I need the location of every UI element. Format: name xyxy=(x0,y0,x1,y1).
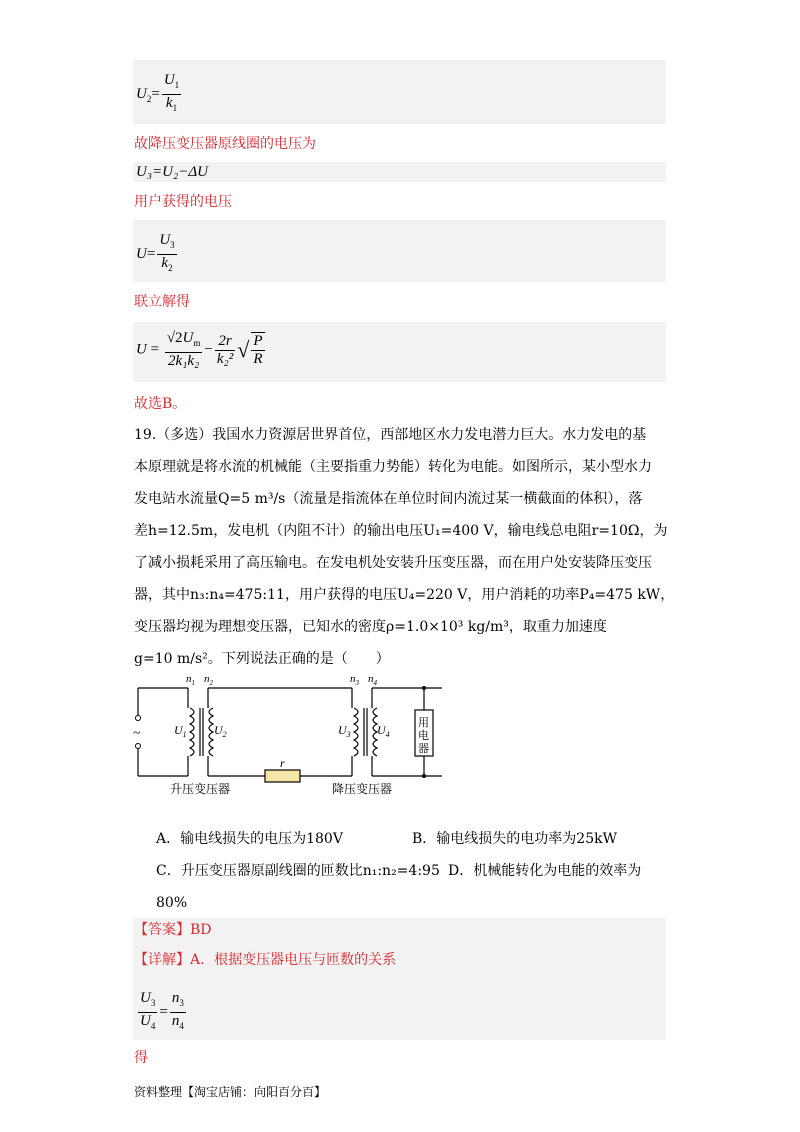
text-user-voltage: 用户获得的电压 xyxy=(134,194,232,210)
question-line-1: 19.（多选）我国水力资源居世界首位，西部地区水力发电潜力巨大。水力发电的基 xyxy=(134,427,647,443)
label-r: r xyxy=(280,756,285,770)
question-line-6: 器，其中n₃:n₄=475:11，用户获得的电压U₄=220 V，用户消耗的功率P₄=475 kW， xyxy=(134,587,675,603)
option-d-continued: 80% xyxy=(156,895,188,911)
question-line-5: 了减小损耗采用了高压输电。在发电机处安装升压变压器，而在用户处安装降压变压 xyxy=(134,555,652,571)
label-u4: $U_4$ xyxy=(377,723,390,739)
question-line-2: 本原理就是将水流的机械能（主要指重力势能）转化为电能。如图所示，某小型水力 xyxy=(134,459,652,475)
footer-source: 资料整理【淘宝店铺：向阳百分百】 xyxy=(134,1085,327,1099)
circuit-diagram xyxy=(130,670,450,800)
option-d: D．机械能转化为电能的效率为 xyxy=(448,863,642,879)
formula-block-u2 xyxy=(133,60,666,124)
text-step-down-voltage: 故降压变压器原线圈的电压为 xyxy=(134,136,316,152)
equation-u: U= $\frac{U_3}{k_2}$ xyxy=(136,232,175,273)
label-n3: $n_3$ xyxy=(350,673,359,687)
detail-label: 【详解】A．根据变压器电压与匝数的关系 xyxy=(134,952,397,968)
formula-block-u xyxy=(133,220,666,282)
detail-text-de: 得 xyxy=(134,1050,148,1066)
equation-u3: U₃=U₂−ΔU xyxy=(136,164,208,180)
ac-source-symbol: ~ xyxy=(133,726,141,741)
answer-label: 【答案】BD xyxy=(134,922,212,938)
label-n2: $n_2$ xyxy=(204,673,213,687)
question-line-4: 差h=12.5m，发电机（内阻不计）的输出电压U₁=400 V，输电线总电阻r=10Ω，为 xyxy=(134,523,668,539)
option-a: A．输电线损失的电压为180V xyxy=(156,831,343,847)
option-b: B．输电线损失的电功率为25kW xyxy=(412,831,617,847)
load-char-2: 电 xyxy=(418,730,429,742)
label-u3: $U_3$ xyxy=(338,723,351,739)
answer-block xyxy=(133,918,666,1040)
label-step-down: 降压变压器 xyxy=(332,782,393,796)
question-line-3: 发电站水流量Q=5 m³/s（流量是指流体在单位时间内流过某一横截面的体积），落 xyxy=(134,491,643,507)
equation-u2: $U_2=$ $\frac{U_1}{k_1}$ xyxy=(136,72,180,113)
load-char-3: 器 xyxy=(418,743,429,755)
label-u2: $U_2$ xyxy=(214,723,227,739)
label-n4: $n_4$ xyxy=(368,673,377,687)
text-combine: 联立解得 xyxy=(134,294,190,310)
question-line-7: 变压器均视为理想变压器，已知水的密度ρ=1.0×10³ kg/m³，取重力加速度 xyxy=(134,619,607,635)
question-number: 19. xyxy=(134,427,157,443)
label-u1: $U_1$ xyxy=(174,723,187,739)
option-c: C．升压变压器原副线圈的匝数比n₁:n₂=4:95 xyxy=(156,863,440,879)
question-line-8: g=10 m/s²。下列说法正确的是（ ） xyxy=(134,651,390,667)
label-step-up: 升压变压器 xyxy=(170,782,231,796)
text-choose-b: 故选B。 xyxy=(134,396,187,412)
formula-block-u3 xyxy=(133,162,666,182)
equation-ratio: $\frac{U_3}{U_4}$ = $\frac{n_3}{n_4}$ xyxy=(140,990,184,1031)
load-char-1: 用 xyxy=(418,717,429,729)
label-n1: $n_1$ xyxy=(186,673,195,687)
equation-final: U = $\frac{√2U_m}{\text{2k₁k₂}}$ − $\frac{2r}{\text{k₂²}}$ √ $\frac{P}{R}$ xyxy=(136,330,263,369)
